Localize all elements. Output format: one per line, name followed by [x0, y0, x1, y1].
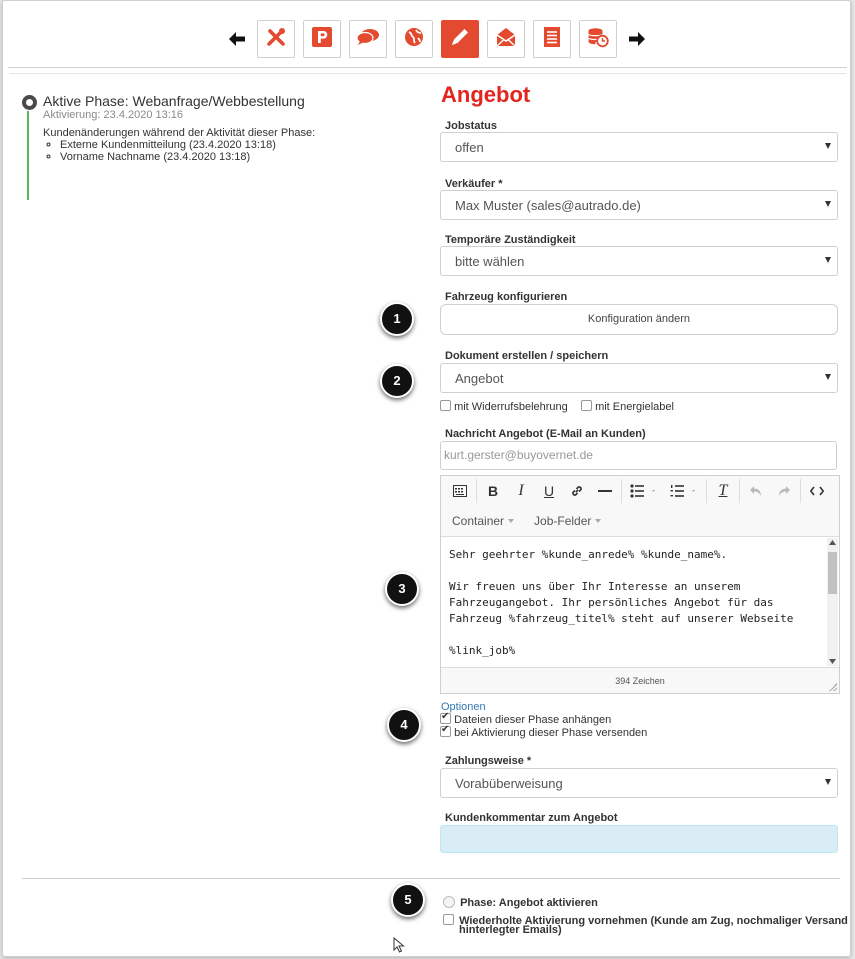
wiederholt-checkbox[interactable] — [443, 914, 454, 925]
step-marker-3: 3 — [385, 572, 419, 606]
zustaendigkeit-label: Temporäre Zuständigkeit — [445, 234, 576, 246]
edit-button[interactable] — [441, 20, 479, 58]
source-code-icon[interactable] — [446, 479, 474, 503]
database-button[interactable] — [579, 20, 617, 58]
clear-format-icon[interactable]: T — [718, 482, 728, 499]
aktivieren-label: Phase: Angebot aktivieren — [460, 897, 598, 909]
phase-activation-date: Aktivierung: 23.4.2020 13:16 — [43, 109, 184, 121]
message-editor — [440, 475, 840, 694]
redo-icon[interactable] — [770, 479, 798, 503]
phase-title: Aktive Phase: Webanfrage/Webbestellung — [43, 93, 305, 109]
toolbar-separator — [621, 479, 622, 503]
dokument-select[interactable] — [440, 363, 838, 393]
phase-changes-list — [44, 139, 276, 163]
energielabel-option[interactable] — [581, 400, 674, 413]
jobfelder-dropdown[interactable]: Job-Felder — [534, 514, 601, 528]
caret-down-icon — [825, 143, 831, 149]
step-marker-1: 1 — [380, 302, 414, 336]
tools-button[interactable] — [257, 20, 295, 58]
kommentar-box[interactable] — [440, 825, 838, 853]
arrow-right-icon[interactable] — [621, 19, 653, 59]
fahrzeug-label: Fahrzeug konfigurieren — [445, 291, 568, 303]
kommentar-label: Kundenkommentar zum Angebot — [445, 812, 618, 824]
caret-down-icon — [825, 779, 831, 785]
document-list-icon — [543, 26, 561, 53]
editor-paragraph: Sehr geehrter %kunde_anrede% %kunde_name%. — [449, 548, 728, 561]
caret-down-icon — [825, 257, 831, 263]
nachricht-label: Nachricht Angebot (E-Mail an Kunden) — [445, 428, 646, 440]
verkaeufer-value: Max Muster (sales@autrado.de) — [455, 198, 641, 213]
jobstatus-value: offen — [455, 140, 484, 155]
step-marker-4: 4 — [387, 708, 421, 742]
mouse-cursor-icon — [393, 937, 405, 958]
chat-bubbles-icon — [356, 27, 380, 52]
zustaendigkeit-select[interactable] — [440, 246, 838, 276]
bottom-divider — [22, 878, 840, 879]
anhaengen-label: Dateien dieser Phase anhängen — [454, 714, 612, 726]
zahlung-select[interactable] — [440, 768, 838, 798]
toolbar-divider — [8, 67, 847, 68]
verkaeufer-select[interactable] — [440, 190, 838, 220]
editor-paragraph: %link_job% — [449, 644, 516, 657]
aktivieren-radio[interactable] — [443, 896, 455, 908]
resize-handle-icon[interactable] — [829, 683, 837, 691]
email-field[interactable]: kurt.gerster@buyovernet.de — [440, 441, 837, 470]
jobstatus-select[interactable] — [440, 132, 838, 162]
toolbar-separator — [476, 479, 477, 503]
widerruf-checkbox[interactable] — [440, 400, 451, 411]
zustaendigkeit-value: bitte wählen — [455, 254, 525, 269]
versenden-checkbox[interactable] — [440, 726, 451, 737]
toolbar-separator — [800, 479, 801, 503]
configuration-button[interactable]: Konfiguration ändern — [440, 304, 838, 335]
editor-toolbar — [441, 476, 839, 506]
parking-icon — [311, 26, 333, 53]
link-icon[interactable] — [563, 479, 591, 503]
bold-icon[interactable]: B — [487, 483, 499, 499]
italic-icon[interactable]: I — [518, 482, 524, 499]
dokument-value: Angebot — [455, 371, 504, 386]
caret-down-icon — [825, 374, 831, 380]
pencil-icon — [449, 26, 471, 53]
step-marker-5: 5 — [391, 883, 425, 917]
content-top-border — [9, 73, 846, 74]
anhaengen-checkbox[interactable] — [440, 713, 451, 724]
dokument-label: Dokument erstellen / speichern — [445, 350, 609, 362]
globe-icon — [404, 27, 424, 52]
optionen-link[interactable]: Optionen — [441, 701, 486, 713]
aktivieren-option[interactable] — [443, 896, 598, 909]
list-item: ◦ Externe Kundenmitteilung (23.4.2020 13:18) — [60, 139, 276, 151]
code-view-icon[interactable] — [803, 479, 831, 503]
undo-icon[interactable] — [742, 479, 770, 503]
wiederholt-label-cont: hinterlegter Emails) — [459, 924, 562, 936]
jobstatus-label: Jobstatus — [445, 120, 497, 132]
tools-icon — [265, 26, 287, 53]
document-button[interactable] — [533, 20, 571, 58]
globe-button[interactable] — [395, 20, 433, 58]
energielabel-checkbox[interactable] — [581, 400, 592, 411]
horizontal-rule-icon[interactable] — [591, 479, 619, 503]
step-marker-2: 2 — [380, 364, 414, 398]
phase-status-icon — [22, 95, 37, 110]
versenden-label: bei Aktivierung dieser Phase versenden — [454, 727, 648, 739]
scrollbar-thumb[interactable] — [828, 552, 837, 594]
editor-scrollbar[interactable] — [827, 538, 838, 666]
phase-toolbar — [221, 19, 653, 59]
chat-button[interactable] — [349, 20, 387, 58]
zahlung-value: Vorabüberweisung — [455, 776, 563, 791]
arrow-left-icon[interactable] — [221, 19, 253, 59]
list-item: ◦ Vorname Nachname (23.4.2020 13:18) — [60, 151, 276, 163]
parking-button[interactable] — [303, 20, 341, 58]
database-clock-icon — [587, 26, 609, 53]
caret-down-icon — [825, 201, 831, 207]
mail-button[interactable] — [487, 20, 525, 58]
zahlung-label: Zahlungsweise * — [445, 755, 532, 767]
phase-changes-label: Kundenänderungen während der Aktivität dieser Phase: — [43, 127, 316, 139]
energielabel-label: mit Energielabel — [595, 401, 674, 413]
character-count: 394 Zeichen — [615, 676, 665, 686]
page-title: Angebot — [441, 82, 531, 107]
toolbar-separator — [739, 479, 740, 503]
numbered-list-icon[interactable] — [664, 479, 704, 503]
versenden-option[interactable] — [440, 726, 647, 739]
verkaeufer-label: Verkäufer * — [445, 178, 503, 190]
widerruf-option[interactable] — [440, 400, 568, 413]
editor-toolbar-row-2 — [446, 508, 615, 534]
bullet-list-icon[interactable] — [624, 479, 664, 503]
envelope-open-icon — [495, 26, 517, 53]
toolbar-separator — [706, 479, 707, 503]
editor-paragraph: Wir freuen uns über Ihr Interesse an unserem Fahrzeugangebot. Ihr persönliches Angebot für das Fahrzeug %fahrzeug_titel% steht auf unserer Webseite — [449, 580, 794, 625]
anhaengen-option[interactable] — [440, 713, 611, 726]
editor-content[interactable] — [441, 536, 839, 668]
wiederholt-label: Wiederholte Aktivierung vornehmen (Kunde am Zug, nochmaliger Versand — [459, 915, 848, 927]
widerruf-label: mit Widerrufsbelehrung — [454, 401, 568, 413]
phase-timeline-line — [27, 111, 29, 200]
container-dropdown[interactable]: Container — [452, 514, 514, 528]
underline-icon[interactable]: U — [543, 483, 555, 499]
